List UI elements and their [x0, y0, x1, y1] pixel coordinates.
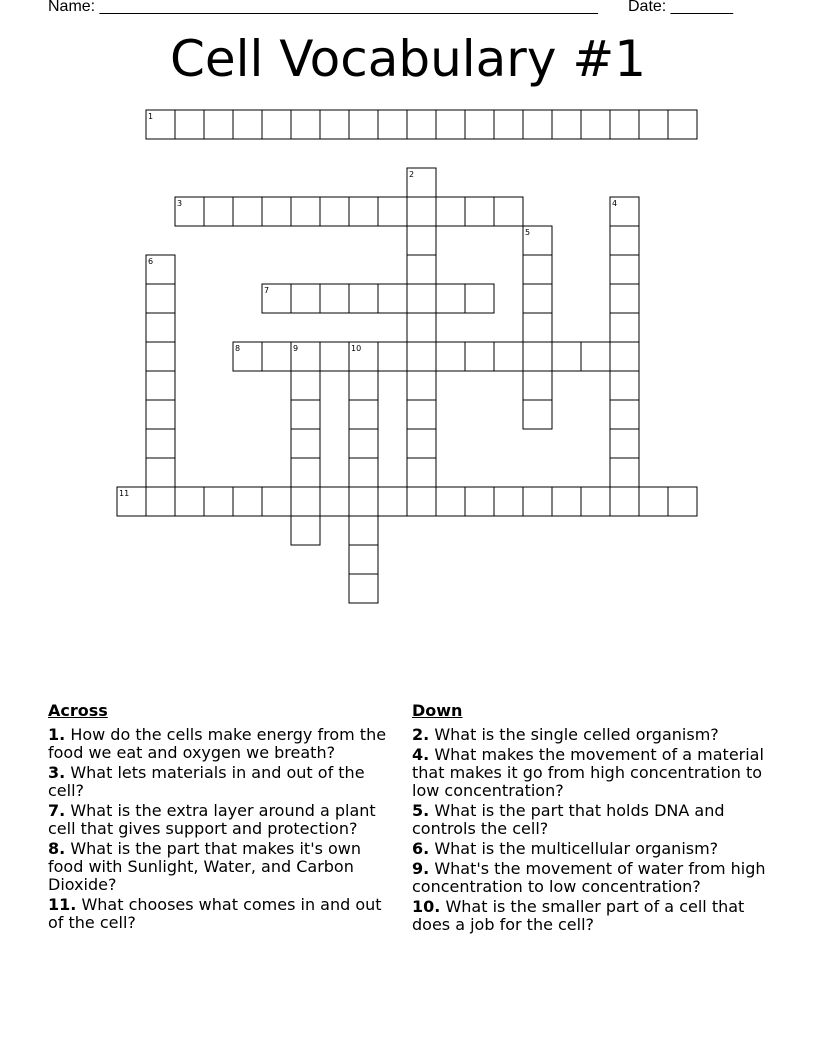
grid-cell[interactable]	[407, 371, 436, 400]
clue-number-9: 9	[293, 344, 299, 353]
grid-cell[interactable]	[378, 110, 407, 139]
grid-cell[interactable]	[146, 458, 175, 487]
grid-cell[interactable]	[581, 342, 610, 371]
grid-cell[interactable]	[204, 110, 233, 139]
grid-cell[interactable]	[349, 574, 378, 603]
grid-cell[interactable]	[407, 342, 436, 371]
grid-cell[interactable]	[465, 284, 494, 313]
down-clue-6: 6. What is the multicellular organism?	[412, 839, 719, 858]
grid-cell[interactable]	[407, 197, 436, 226]
grid-cell[interactable]	[146, 371, 175, 400]
grid-cell[interactable]	[465, 110, 494, 139]
grid-cell[interactable]	[523, 110, 552, 139]
clue-number-5: 5	[525, 228, 531, 237]
grid-cell[interactable]	[320, 197, 349, 226]
grid-cell[interactable]	[610, 400, 639, 429]
grid-cell[interactable]	[523, 255, 552, 284]
grid-cell[interactable]	[523, 313, 552, 342]
grid-cell[interactable]	[407, 226, 436, 255]
grid-cell[interactable]	[523, 487, 552, 516]
grid-cell[interactable]	[465, 197, 494, 226]
grid-cell[interactable]	[523, 371, 552, 400]
grid-cell[interactable]	[320, 110, 349, 139]
grid-cell[interactable]	[349, 197, 378, 226]
grid-cell[interactable]	[610, 313, 639, 342]
grid-cell[interactable]	[291, 400, 320, 429]
date-field-label[interactable]: Date: _______	[628, 0, 733, 15]
across-clues	[48, 702, 398, 934]
grid-cell[interactable]	[552, 110, 581, 139]
across-clue-7: 7. What is the extra layer around a plant cell that gives support and protection?	[48, 801, 376, 838]
grid-cell[interactable]	[610, 429, 639, 458]
grid-cell[interactable]	[146, 313, 175, 342]
across-clue-3: 3. What lets materials in and out of the cell?	[48, 763, 365, 800]
grid-cell[interactable]	[349, 284, 378, 313]
grid-cell[interactable]	[610, 226, 639, 255]
grid-cell[interactable]	[146, 429, 175, 458]
grid-cell[interactable]	[320, 342, 349, 371]
down-heading: Down	[412, 701, 463, 720]
clue-number-8: 8	[235, 344, 241, 353]
grid-cell[interactable]	[146, 400, 175, 429]
grid-cell[interactable]	[610, 284, 639, 313]
down-clue-10: 10. What is the smaller part of a cell that does a job for the cell?	[412, 897, 745, 934]
grid-cell[interactable]	[262, 197, 291, 226]
down-clue-4: 4. What makes the movement of a material that makes it go from high concentration to low concentration?	[412, 745, 764, 800]
grid-cell[interactable]	[668, 110, 697, 139]
grid-cell[interactable]	[610, 487, 639, 516]
grid-cell[interactable]	[523, 342, 552, 371]
grid-cell[interactable]	[407, 110, 436, 139]
grid-cell[interactable]	[262, 487, 291, 516]
clue-number-2: 2	[409, 170, 415, 179]
grid-cell[interactable]	[291, 429, 320, 458]
grid-cell[interactable]	[378, 342, 407, 371]
page-title: Cell Vocabulary #1	[169, 30, 647, 88]
across-clue-8: 8. What is the part that makes it's own food with Sunlight, Water, and Carbon Dioxide?	[48, 839, 362, 894]
grid-cell[interactable]	[349, 545, 378, 574]
grid-cell[interactable]	[581, 487, 610, 516]
grid-cell[interactable]	[436, 487, 465, 516]
grid-cell[interactable]	[349, 110, 378, 139]
grid-cell[interactable]	[407, 284, 436, 313]
grid-cell[interactable]	[465, 342, 494, 371]
grid-cell[interactable]	[407, 400, 436, 429]
grid-cell[interactable]	[610, 342, 639, 371]
clue-number-11: 11	[119, 489, 130, 498]
grid-cell[interactable]	[407, 313, 436, 342]
name-field-label[interactable]: Name: ________________________________________________________	[48, 0, 598, 15]
grid-cell[interactable]	[378, 284, 407, 313]
grid-cell[interactable]	[436, 342, 465, 371]
grid-cell[interactable]	[204, 197, 233, 226]
clue-number-10: 10	[351, 344, 362, 353]
grid-cell[interactable]	[581, 110, 610, 139]
grid-cell[interactable]	[349, 458, 378, 487]
grid-cell[interactable]	[494, 197, 523, 226]
grid-cell[interactable]	[639, 110, 668, 139]
grid-cell[interactable]	[262, 110, 291, 139]
grid-cell[interactable]	[233, 197, 262, 226]
down-clues	[412, 702, 767, 936]
across-heading: Across	[48, 701, 108, 720]
across-clue-11: 11. What chooses what comes in and out of the cell?	[48, 895, 382, 932]
grid-cell[interactable]	[668, 487, 697, 516]
across-clue-1: 1. How do the cells make energy from the food we eat and oxygen we breath?	[48, 725, 387, 762]
grid-cell[interactable]	[291, 516, 320, 545]
grid-cell[interactable]	[291, 371, 320, 400]
grid-cell[interactable]	[407, 255, 436, 284]
grid-cell[interactable]	[407, 487, 436, 516]
grid-cell[interactable]	[349, 429, 378, 458]
grid-cell[interactable]	[610, 110, 639, 139]
grid-cell[interactable]	[407, 429, 436, 458]
grid-cell[interactable]	[233, 110, 262, 139]
grid-cell[interactable]	[436, 284, 465, 313]
grid-cell[interactable]	[349, 371, 378, 400]
grid-cell[interactable]	[494, 110, 523, 139]
grid-cell[interactable]	[494, 487, 523, 516]
clue-number-3: 3	[177, 199, 183, 208]
grid-cell[interactable]	[610, 255, 639, 284]
grid-cell[interactable]	[291, 487, 320, 516]
grid-cell[interactable]	[465, 487, 494, 516]
clue-number-4: 4	[612, 199, 618, 208]
grid-cell[interactable]	[349, 516, 378, 545]
grid-cell[interactable]	[175, 110, 204, 139]
grid-cell[interactable]	[262, 342, 291, 371]
grid-cell[interactable]	[552, 342, 581, 371]
grid-cell[interactable]	[175, 487, 204, 516]
clue-number-1: 1	[148, 112, 154, 121]
grid-cell[interactable]	[552, 487, 581, 516]
grid-cell[interactable]	[407, 458, 436, 487]
grid-cell[interactable]	[291, 458, 320, 487]
down-clue-9: 9. What's the movement of water from high concentration to low concentration?	[412, 859, 766, 896]
grid-cell[interactable]	[378, 197, 407, 226]
grid-cell[interactable]	[233, 487, 262, 516]
grid-cell[interactable]	[378, 487, 407, 516]
grid-cell[interactable]	[320, 284, 349, 313]
grid-cell[interactable]	[349, 400, 378, 429]
grid-cell[interactable]	[291, 110, 320, 139]
grid-cell[interactable]	[523, 400, 552, 429]
grid-cell[interactable]	[146, 284, 175, 313]
clue-number-6: 6	[148, 257, 154, 266]
down-clue-5: 5. What is the part that holds DNA and controls the cell?	[412, 801, 725, 838]
grid-cell[interactable]	[436, 197, 465, 226]
grid-cell[interactable]	[610, 371, 639, 400]
grid-cell[interactable]	[291, 197, 320, 226]
grid-cell[interactable]	[523, 284, 552, 313]
grid-cell[interactable]	[436, 110, 465, 139]
grid-cell[interactable]	[291, 284, 320, 313]
grid-cell[interactable]	[204, 487, 233, 516]
grid-cell[interactable]	[320, 487, 349, 516]
grid-cell[interactable]	[610, 458, 639, 487]
grid-cell[interactable]	[349, 487, 378, 516]
grid-cell[interactable]	[146, 342, 175, 371]
down-clue-2: 2. What is the single celled organism?	[412, 725, 719, 744]
grid-cell[interactable]	[146, 487, 175, 516]
grid-cell[interactable]	[494, 342, 523, 371]
clue-number-7: 7	[264, 286, 270, 295]
grid-cell[interactable]	[639, 487, 668, 516]
